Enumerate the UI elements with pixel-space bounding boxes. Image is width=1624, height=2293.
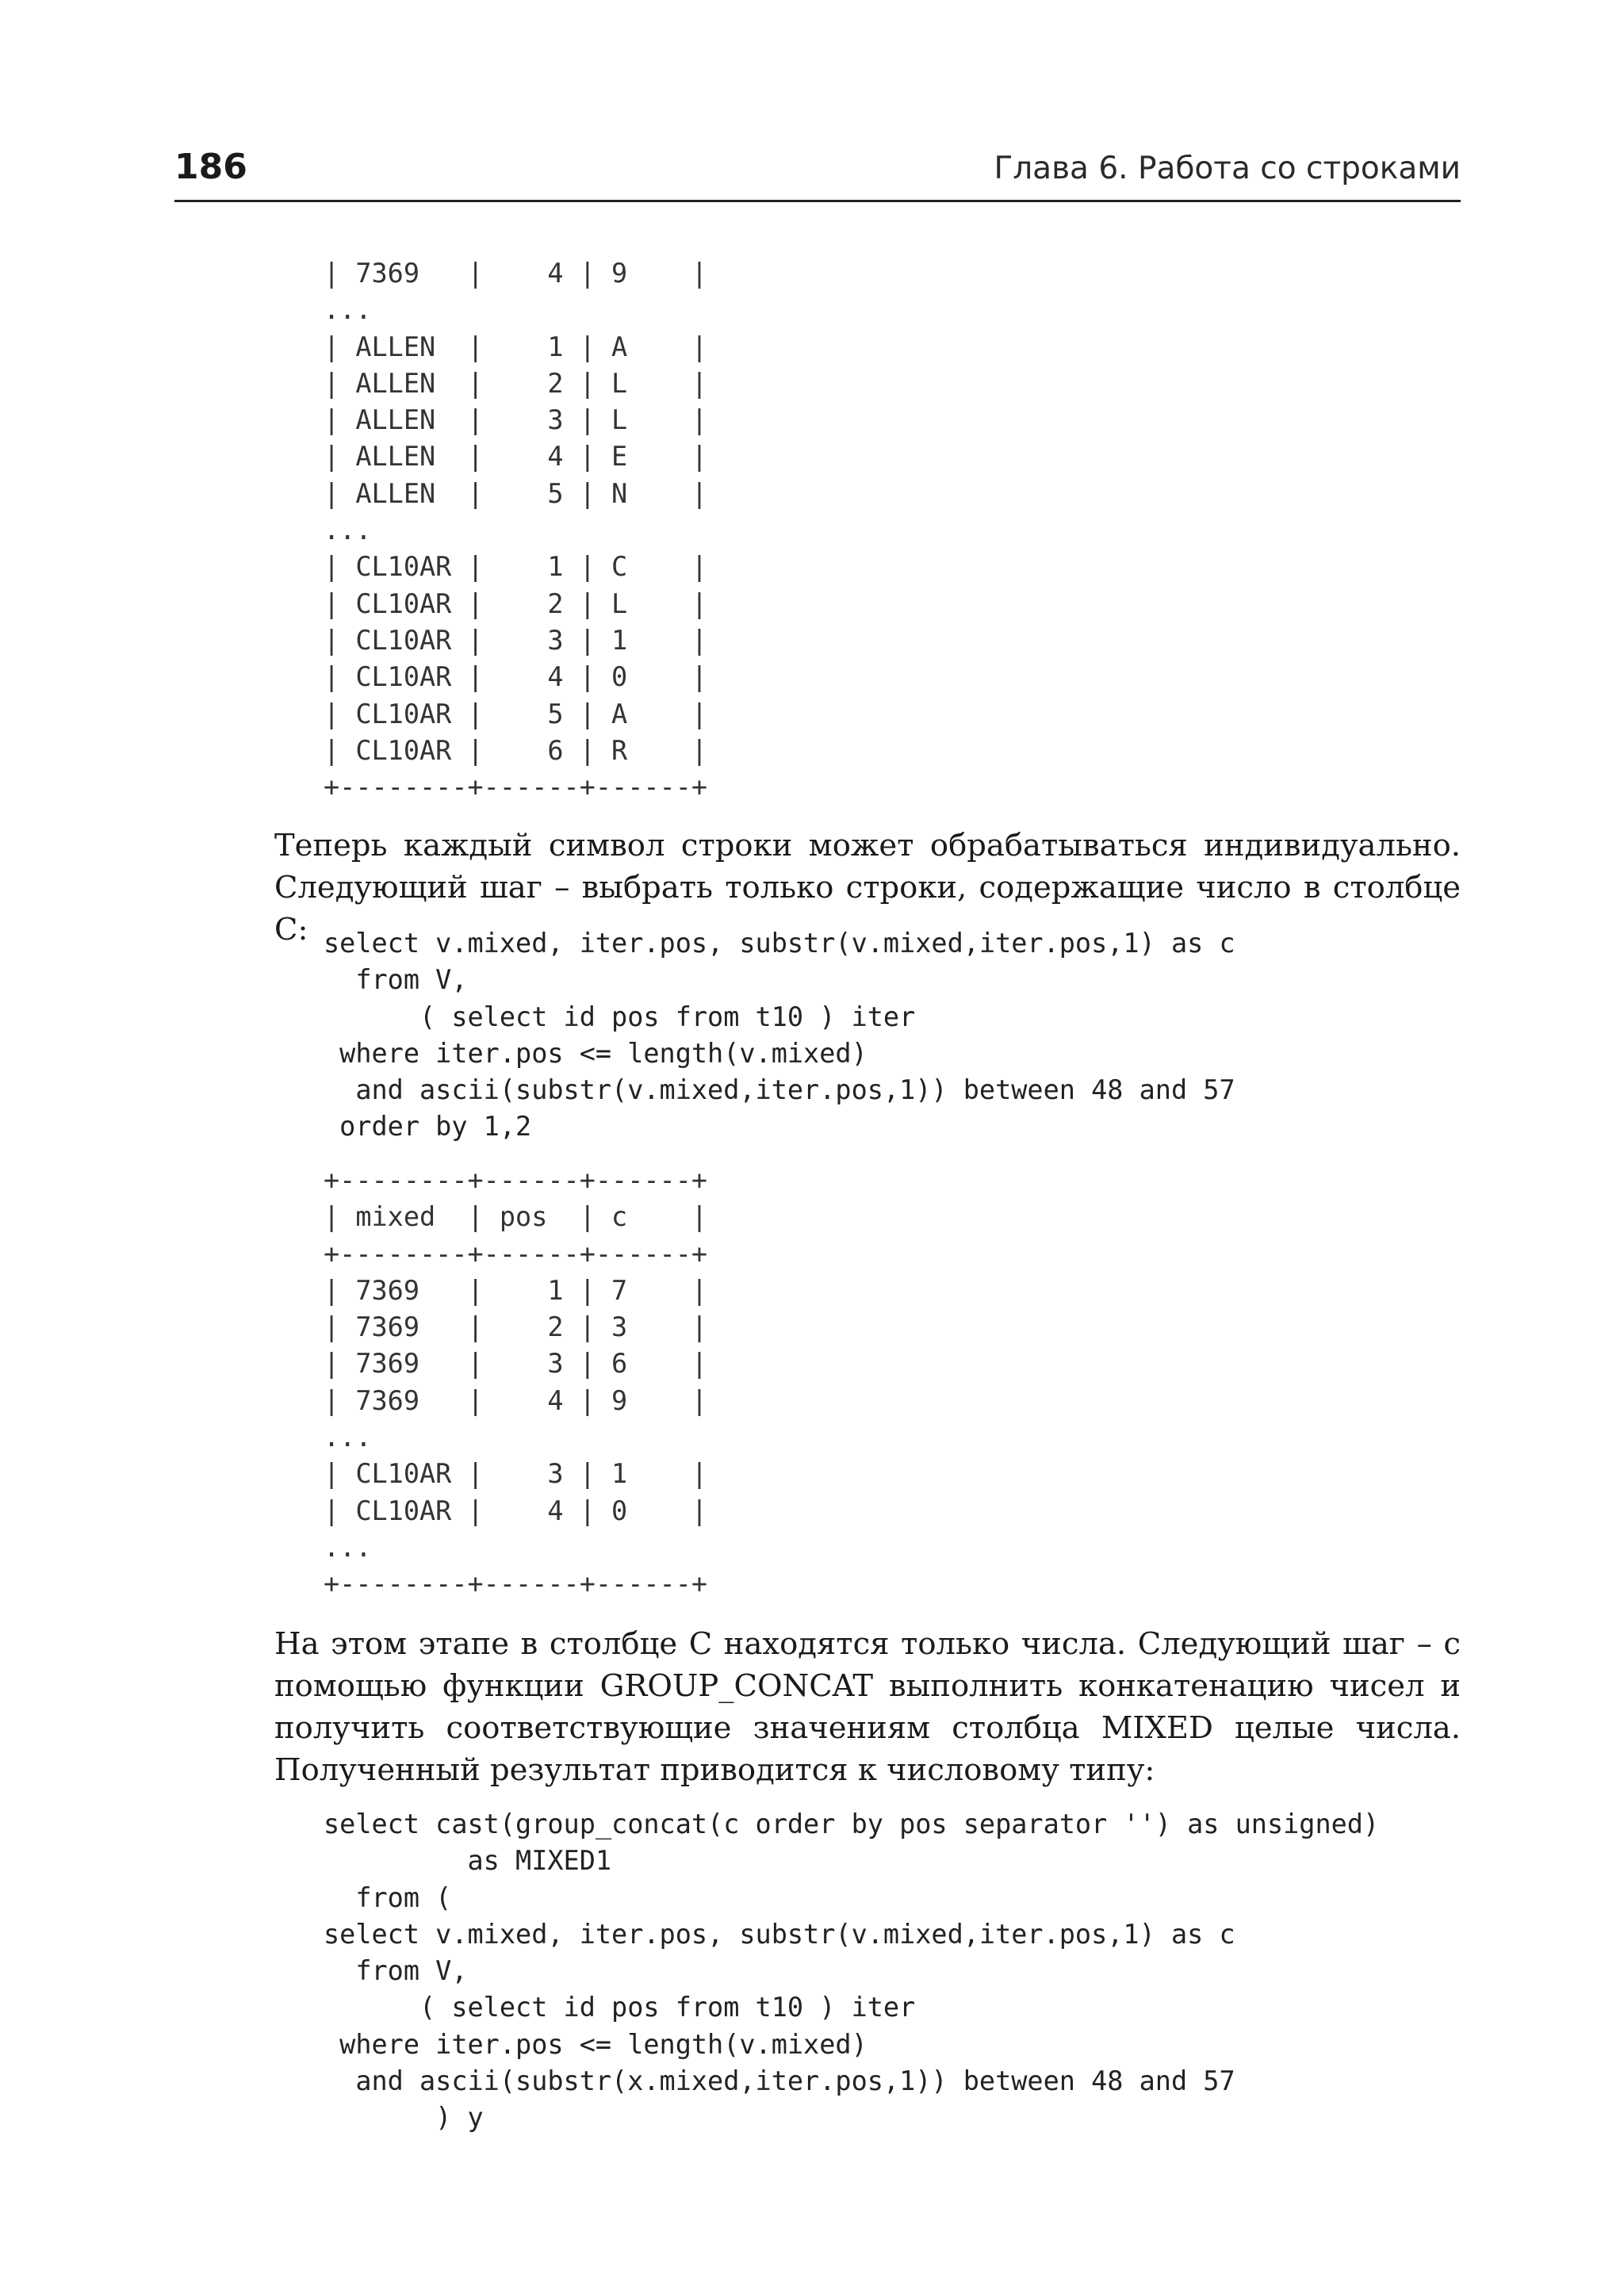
page-number: 186 xyxy=(174,147,247,187)
chapter-title: Глава 6. Работа со строками xyxy=(994,151,1461,186)
paragraph-select-digits: Теперь каждый символ строки может обрабатываться индивидуально. Следующий шаг – выбрать только строки, содержащие число в столбце C: xyxy=(274,828,1461,947)
sql-query-group-concat: select cast(group_concat(c order by pos separator '') as unsigned) as MIXED1 from ( select v.mixed, iter.pos, substr(v.mixed,iter.pos,1) as c from V, ( select id pos from t10 ) iter where iter.pos <= length(v.mixed) and ascii(substr(x.mixed,iter.pos,1)) between 48 and 57 ) y xyxy=(324,1809,1380,2134)
paragraph-group-concat: На этом этапе в столбце C находятся только числа. Следующий шаг – с помощью функции GROUP_CONCAT выполнить конкатенацию чисел и получить соответствующие значениям столбца MIXED целые числа. Полученный результат приводится к числовому типу: xyxy=(274,1626,1461,1788)
query-result-continued: | 7369 | 4 | 9 | ... | ALLEN | 1 | A | | ALLEN | 2 | L | | ALLEN | 3 | L | | ALLEN | 4 | E | | ALLEN | 5 | N | ... | CL10AR | 1 | C | | CL10AR | 2 | L | | CL10AR | 3 | 1 | | CL10AR | 4 | 0 | | CL10AR | 5 | A | | CL10AR | 6 | R | +--------+------+------+ xyxy=(324,258,708,803)
sql-query-filter-digits: select v.mixed, iter.pos, substr(v.mixed,iter.pos,1) as c from V, ( select id pos from t10 ) iter where iter.pos <= length(v.mixed) and ascii(substr(v.mixed,iter.pos,1)) between 48 and 57 order by 1,2 xyxy=(324,928,1235,1143)
query-result-digits: +--------+------+------+ | mixed | pos | c | +--------+------+------+ | 7369 | 1 | 7 | | 7369 | 2 | 3 | | 7369 | 3 | 6 | | 7369 | 4 | 9 | ... | CL10AR | 3 | 1 | | CL10AR | 4 | 0 | ... +--------+------+------+ xyxy=(324,1165,708,1600)
page-header xyxy=(174,144,1461,202)
